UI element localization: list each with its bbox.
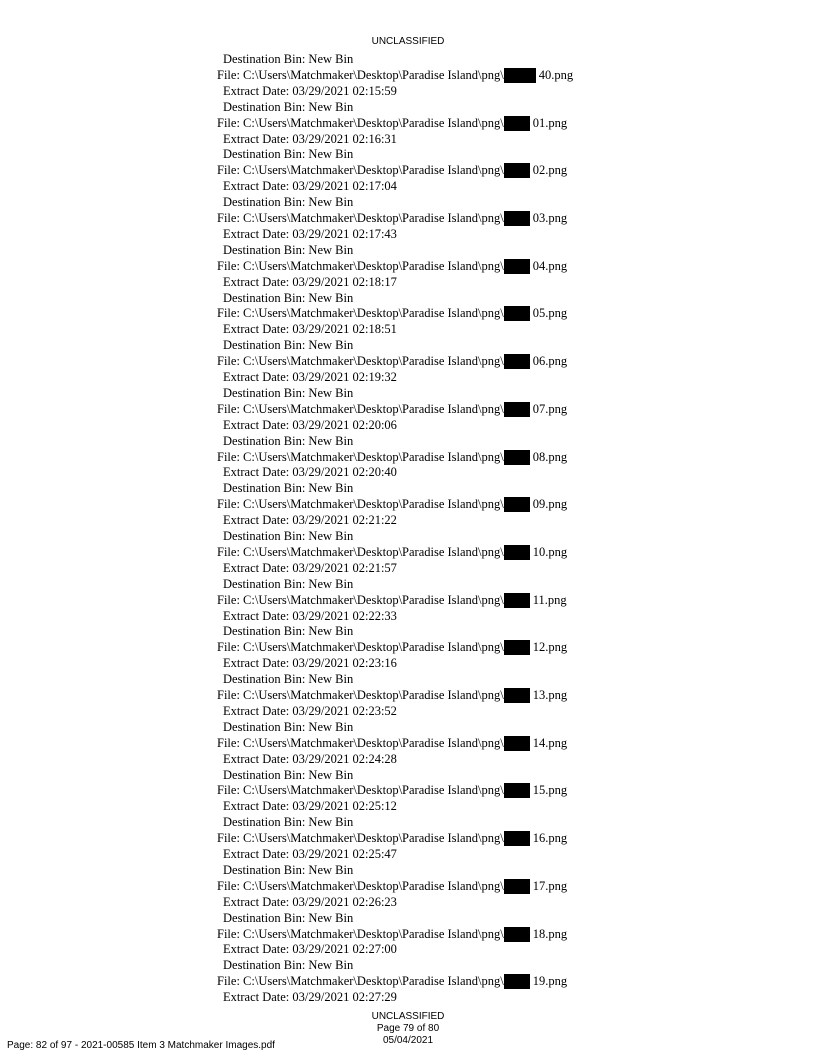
footer-date: 05/04/2021	[382, 1035, 434, 1046]
file-path-prefix: File: C:\Users\Matchmaker\Desktop\Paradise Island\png\	[217, 211, 504, 225]
footer-document-reference: Page: 82 of 97 - 2021-00585 Item 3 Matchmaker Images.pdf	[7, 1040, 275, 1051]
redaction-block	[504, 593, 530, 608]
file-path-line	[217, 974, 567, 989]
file-name-suffix: 01.png	[532, 115, 568, 130]
destination-bin-line: Destination Bin: New Bin	[223, 147, 354, 162]
file-path-prefix: File: C:\Users\Matchmaker\Desktop\Paradise Island\png\	[217, 544, 504, 559]
redaction-block	[504, 879, 530, 894]
destination-bin-line: Destination Bin: New Bin	[223, 862, 354, 877]
file-path-prefix: File: C:\Users\Matchmaker\Desktop\Paradise Island\png\	[217, 115, 504, 130]
file-name-suffix: 06.png	[532, 354, 568, 369]
redaction-block	[504, 497, 530, 512]
redaction-block	[504, 783, 530, 798]
extract-date-line: Extract Date: 03/29/2021 02:15:59	[223, 83, 397, 98]
file-path-prefix: File: C:\Users\Matchmaker\Desktop\Paradise Island\png\	[217, 640, 504, 655]
header-classification: UNCLASSIFIED	[371, 36, 445, 47]
destination-bin-line: Destination Bin: New Bin	[223, 290, 354, 305]
extract-date-line: Extract Date: 03/29/2021 02:17:04	[223, 179, 397, 194]
file-path-prefix: File: C:\Users\Matchmaker\Desktop\Paradise Island\png\	[217, 688, 504, 702]
footer-page-number: Page 79 of 80	[376, 1023, 440, 1034]
extract-date-line: Extract Date: 03/29/2021 02:23:52	[223, 703, 397, 718]
file-path-prefix: File: C:\Users\Matchmaker\Desktop\Paradise Island\png\	[217, 449, 504, 464]
file-path-line	[217, 259, 567, 274]
redaction-block	[504, 927, 530, 942]
file-name-suffix: 04.png	[532, 258, 568, 273]
file-path-line	[217, 306, 567, 321]
file-name-suffix: 02.png	[532, 163, 568, 178]
file-name-suffix: 12.png	[532, 640, 568, 655]
destination-bin-line: Destination Bin: New Bin	[223, 815, 354, 830]
destination-bin-line: Destination Bin: New Bin	[223, 99, 354, 114]
file-name-suffix: 10.png	[532, 544, 568, 559]
extract-date-line: Extract Date: 03/29/2021 02:25:47	[223, 847, 397, 861]
file-path-prefix: File: C:\Users\Matchmaker\Desktop\Paradise Island\png\	[217, 258, 504, 273]
file-path-line	[217, 736, 567, 751]
file-name-suffix: 16.png	[532, 831, 568, 846]
destination-bin-line: Destination Bin: New Bin	[223, 433, 354, 448]
extract-date-line: Extract Date: 03/29/2021 02:17:43	[223, 226, 397, 241]
destination-bin-line: Destination Bin: New Bin	[223, 576, 354, 591]
file-path-line	[217, 593, 567, 608]
file-name-suffix: 19.png	[532, 974, 568, 989]
file-name-suffix: 13.png	[532, 688, 568, 702]
file-path-line	[217, 354, 567, 369]
file-path-line	[217, 450, 567, 465]
file-path-line	[217, 783, 567, 798]
extract-date-line: Extract Date: 03/29/2021 02:26:23	[223, 894, 397, 909]
redaction-block	[504, 402, 530, 417]
extract-date-line: Extract Date: 03/29/2021 02:27:29	[223, 990, 397, 1005]
file-path-line	[217, 927, 567, 942]
destination-bin-line: Destination Bin: New Bin	[223, 719, 354, 734]
extract-date-line: Extract Date: 03/29/2021 02:22:33	[223, 608, 397, 623]
file-name-suffix: 05.png	[532, 306, 568, 321]
redaction-block	[504, 831, 530, 846]
extract-date-line: Extract Date: 03/29/2021 02:20:40	[223, 465, 397, 480]
redaction-block	[504, 736, 530, 751]
file-path-prefix: File: C:\Users\Matchmaker\Desktop\Paradise Island\png\	[217, 67, 504, 82]
file-path-prefix: File: C:\Users\Matchmaker\Desktop\Paradise Island\png\	[217, 163, 504, 178]
file-path-prefix: File: C:\Users\Matchmaker\Desktop\Paradise Island\png\	[217, 592, 504, 607]
extract-date-line: Extract Date: 03/29/2021 02:21:57	[223, 560, 397, 575]
file-path-prefix: File: C:\Users\Matchmaker\Desktop\Paradise Island\png\	[217, 497, 504, 512]
file-path-line	[217, 211, 567, 226]
file-path-line	[217, 688, 567, 703]
file-path-prefix: File: C:\Users\Matchmaker\Desktop\Paradise Island\png\	[217, 401, 504, 416]
file-path-line	[217, 402, 567, 417]
extract-date-line: Extract Date: 03/29/2021 02:21:22	[223, 513, 397, 528]
redaction-block	[504, 640, 530, 655]
redaction-block	[504, 211, 530, 226]
redaction-block	[504, 116, 530, 131]
extract-date-line: Extract Date: 03/29/2021 02:24:28	[223, 751, 397, 766]
file-path-line	[217, 497, 567, 512]
file-name-suffix: 07.png	[532, 401, 568, 416]
extract-date-line: Extract Date: 03/29/2021 02:20:06	[223, 417, 397, 432]
file-name-suffix: 14.png	[532, 735, 568, 750]
file-path-line	[217, 545, 567, 560]
file-path-line	[217, 163, 567, 178]
file-path-line	[217, 68, 573, 83]
destination-bin-line: Destination Bin: New Bin	[223, 529, 354, 543]
footer-classification: UNCLASSIFIED	[371, 1011, 445, 1022]
file-name-suffix: 18.png	[532, 926, 568, 941]
file-name-suffix: 09.png	[532, 497, 568, 512]
destination-bin-line: Destination Bin: New Bin	[223, 385, 354, 400]
extract-date-line: Extract Date: 03/29/2021 02:25:12	[223, 799, 397, 814]
file-name-suffix: 15.png	[532, 783, 568, 798]
file-path-prefix: File: C:\Users\Matchmaker\Desktop\Paradise Island\png\	[217, 735, 504, 750]
redaction-block	[504, 450, 530, 465]
file-path-line	[217, 116, 567, 131]
file-name-suffix: 17.png	[532, 878, 568, 893]
destination-bin-line: Destination Bin: New Bin	[223, 624, 354, 639]
destination-bin-line: Destination Bin: New Bin	[223, 910, 354, 925]
file-name-suffix: 40.png	[538, 67, 574, 82]
redaction-block	[504, 688, 530, 703]
redaction-block	[504, 974, 530, 989]
file-path-prefix: File: C:\Users\Matchmaker\Desktop\Paradise Island\png\	[217, 926, 504, 941]
extract-date-line: Extract Date: 03/29/2021 02:16:31	[223, 131, 397, 146]
file-path-prefix: File: C:\Users\Matchmaker\Desktop\Paradise Island\png\	[217, 783, 504, 798]
file-name-suffix: 11.png	[532, 592, 567, 607]
file-path-prefix: File: C:\Users\Matchmaker\Desktop\Paradise Island\png\	[217, 974, 504, 989]
destination-bin-line: Destination Bin: New Bin	[223, 242, 354, 257]
redaction-block	[504, 354, 530, 369]
extract-date-line: Extract Date: 03/29/2021 02:27:00	[223, 942, 397, 957]
destination-bin-line: Destination Bin: New Bin	[223, 52, 354, 66]
file-name-suffix: 08.png	[532, 449, 568, 464]
extract-date-line: Extract Date: 03/29/2021 02:18:51	[223, 322, 397, 337]
file-path-prefix: File: C:\Users\Matchmaker\Desktop\Paradise Island\png\	[217, 831, 504, 846]
file-path-line	[217, 879, 567, 894]
destination-bin-line: Destination Bin: New Bin	[223, 672, 354, 687]
destination-bin-line: Destination Bin: New Bin	[223, 481, 354, 496]
redaction-block	[504, 306, 530, 321]
redaction-block	[504, 163, 530, 178]
redaction-block	[504, 68, 536, 83]
destination-bin-line: Destination Bin: New Bin	[223, 338, 354, 353]
destination-bin-line: Destination Bin: New Bin	[223, 958, 354, 973]
redaction-block	[504, 545, 530, 560]
file-path-line	[217, 831, 567, 846]
redaction-block	[504, 259, 530, 274]
file-name-suffix: 03.png	[532, 211, 568, 225]
extract-date-line: Extract Date: 03/29/2021 02:23:16	[223, 656, 397, 671]
file-path-prefix: File: C:\Users\Matchmaker\Desktop\Paradise Island\png\	[217, 354, 504, 369]
extract-date-line: Extract Date: 03/29/2021 02:18:17	[223, 274, 397, 289]
file-path-prefix: File: C:\Users\Matchmaker\Desktop\Paradise Island\png\	[217, 878, 504, 893]
destination-bin-line: Destination Bin: New Bin	[223, 195, 354, 210]
extract-date-line: Extract Date: 03/29/2021 02:19:32	[223, 370, 397, 384]
file-path-line	[217, 640, 567, 655]
destination-bin-line: Destination Bin: New Bin	[223, 767, 354, 782]
file-path-prefix: File: C:\Users\Matchmaker\Desktop\Paradise Island\png\	[217, 306, 504, 321]
